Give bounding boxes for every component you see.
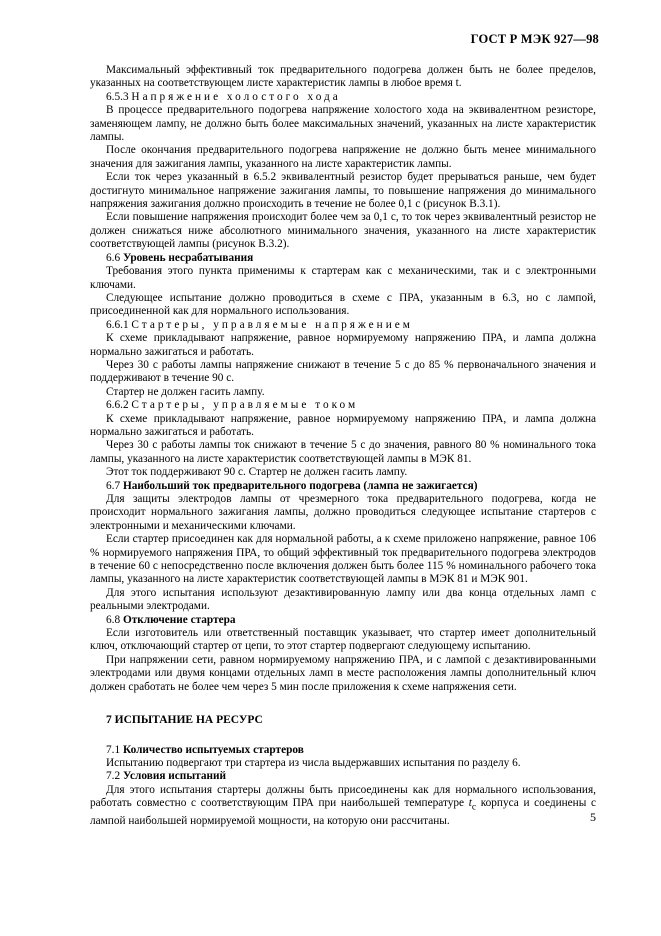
- subsection-heading-6-7: 6.7 Наибольший ток предварительного подогрева (лампа не зажигается): [106, 479, 478, 492]
- paragraph: Испытанию подвергают три стартера из числа выдержавших испытания по разделу 6.: [106, 756, 521, 769]
- paragraph: Максимальный эффективный ток предварительного подогрева должен быть не более пределов, указанных на соответствующем листе характеристик лампы в любое время t.: [90, 64, 596, 90]
- subsection-heading-7-2: 7.2 Условия испытаний: [106, 770, 227, 783]
- subsection-heading-6-6: 6.6 Уровень несрабатывания: [106, 251, 254, 264]
- page-number: 5: [590, 810, 596, 824]
- paragraph: В процессе предварительного подогрева напряжение холостого хода на эквивалентном резисторе, заменяющем лампу, не должно быть более максимальных значений, указанных на листе характеристик лампы.: [90, 104, 596, 144]
- paragraph: Через 30 с работы лампы ток снижают в течение 5 с до значения, равного 80 % номинального тока лампы, указанного на листе характеристик соответствующей лампы в МЭК 81.: [90, 439, 596, 465]
- paragraph: Если стартер присоединен как для нормальной работы, а к схеме приложено напряжение, равное 106 % нормируемого напряжения ПРА, то общий эффективный ток предварительного подогрева электродов в течение 60 с непосредственно после включения должен быть более 115 % номинального рабочего тока лампы, указанного на листе характеристик соответствующей лампы в МЭК 81 и МЭК 901.: [90, 533, 596, 586]
- paragraph: Требования этого пункта применимы к стартерам как с механическими, так и с электронными ключами.: [90, 265, 596, 291]
- paragraph: Стартер не должен гасить лампу.: [106, 385, 265, 398]
- paragraph: Следующее испытание должно проводиться в схеме с ПРА, указанным в 6.3, но с лампой, присоединенной как для нормального использования.: [90, 291, 596, 318]
- document-header: ГОСТ Р МЭК 927—98: [470, 32, 599, 46]
- paragraph: К схеме прикладывают напряжение, равное нормируемому напряжению ПРА, и лампа должна нормально зажигаться и работать.: [90, 332, 596, 358]
- paragraph: Если изготовитель или ответственный поставщик указывает, что стартер имеет дополнительный ключ, отключающий стартер от цепи, то этот стартер подвергают следующему испытанию.: [90, 627, 596, 653]
- paragraph: Этот ток поддерживают 90 с. Стартер не должен гасить лампу.: [106, 466, 408, 479]
- paragraph: При напряжении сети, равном нормируемому напряжению ПРА, и с лампой с дезактивированными электродами или двумя концами отдельных ламп в месте расположения лампы дополнительный ключ должен сработать не более чем через 5 мин после приложения к схеме напряжения сети.: [90, 653, 596, 693]
- section-heading-7: 7 ИСПЫТАНИЕ НА РЕСУРС: [106, 714, 263, 727]
- subsection-heading-6-6-1: 6.6.1 Стартеры, управляемые напряжением: [106, 318, 413, 331]
- paragraph: Для защиты электродов лампы от чрезмерного тока предварительного подогрева, когда не происходит нормального зажигания лампы, должно проводиться следующее испытание стартеров с электронными и механическими ключами.: [90, 493, 596, 532]
- subsection-heading-7-1: 7.1 Количество испытуемых стартеров: [106, 743, 304, 756]
- paragraph: К схеме прикладывают напряжение, равное нормируемому напряжению ПРА, и лампа должна нормально зажигаться и работать.: [90, 412, 596, 438]
- subsection-heading-6-8: 6.8 Отключение стартера: [106, 613, 236, 626]
- page-body: [90, 64, 596, 828]
- paragraph: Для этого испытания используют дезактивированную лампу или два конца отдельных ламп с реальными электродами.: [90, 586, 596, 613]
- paragraph: После окончания предварительного подогрева напряжение не должно быть менее минимального значения для зажигания лампы, указанного на листе характеристик лампы.: [90, 144, 596, 170]
- paragraph: Через 30 с работы лампы напряжение снижают в течение 5 с до 85 % первоначального значения и поддерживают в течение 90 с.: [90, 358, 596, 385]
- subsection-heading-6-5-3: 6.5.3 Напряжение холостого хода: [106, 90, 341, 103]
- paragraph: Если ток через указанный в 6.5.2 эквивалентный резистор будет прерываться раньше, чем будет достигнуто минимальное напряжение зажигания лампы, то повышение напряжения до минимального напряжения зажигания должно происходить в течение не более 0,1 с (рисунок В.3.1).: [90, 171, 596, 211]
- paragraph: Для этого испытания стартеры должны быть присоединены как для нормального использования, работать совместно с соответствующим ПРА при наибольшей температуре $t_c$ корпуса и соединены с лампой наибольшей нормируемой мощности, на которую они рассчитаны.: [90, 783, 596, 827]
- subsection-heading-6-6-2: 6.6.2 Стартеры, управляемые током: [106, 399, 359, 412]
- paragraph: Если повышение напряжения происходит более чем за 0,1 с, то ток через эквивалентный резистор не должен снижаться ниже абсолютного минимального значения, указанного на листе характеристик соответствующей лампы (рисунок В.3.2).: [90, 211, 596, 251]
